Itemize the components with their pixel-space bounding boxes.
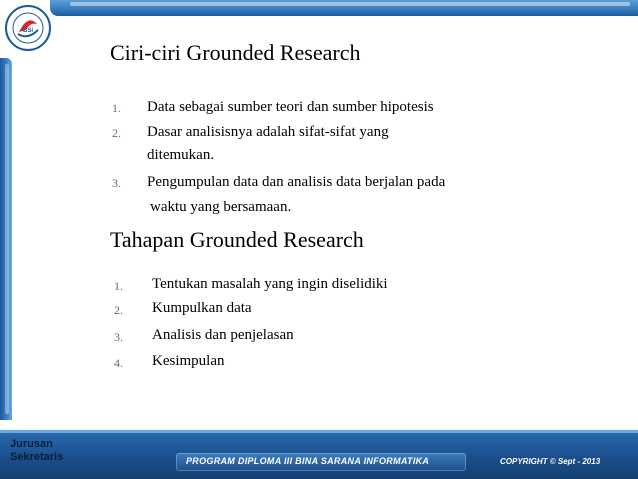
- footer-highlight: [0, 430, 638, 433]
- list-number: 3.: [114, 330, 123, 344]
- list-number: 3.: [112, 176, 121, 190]
- list-item: Pengumpulan data dan analisis data berjalan pada: [147, 174, 446, 190]
- list-number: 2.: [112, 126, 121, 140]
- list-item: Kesimpulan: [152, 353, 225, 369]
- list-number: 1.: [112, 101, 121, 115]
- list-number: 2.: [114, 303, 123, 317]
- bsi-logo: [4, 4, 52, 52]
- list-item: Dasar analisisnya adalah sifat-sifat yang: [147, 124, 389, 140]
- logo-initials: BSI: [22, 28, 34, 34]
- section-title-tahapan: Tahapan Grounded Research: [110, 227, 364, 252]
- list-item: Kumpulkan data: [152, 300, 252, 316]
- list-item: Analisis dan penjelasan: [152, 327, 294, 343]
- section-title-ciri: Ciri-ciri Grounded Research: [110, 40, 361, 65]
- list-number: 4.: [114, 356, 123, 370]
- list-number: 1.: [114, 279, 123, 293]
- left-frame-highlight: [5, 64, 9, 414]
- footer-department-line2: Sekretaris: [10, 451, 64, 463]
- list-item: Data sebagai sumber teori dan sumber hipotesis: [147, 99, 434, 115]
- footer-department-line1: Jurusan: [10, 438, 53, 450]
- footer-copyright: COPYRIGHT © Sept - 2013: [500, 457, 601, 466]
- list-item-continuation: ditemukan.: [147, 147, 215, 163]
- list-item: Tentukan masalah yang ingin diselidiki: [152, 276, 388, 292]
- list-item-continuation: waktu yang bersamaan.: [150, 199, 292, 215]
- footer-program-text: PROGRAM DIPLOMA III BINA SARANA INFORMATIKA: [186, 456, 430, 466]
- footer-department: [10, 438, 70, 464]
- top-frame-highlight: [70, 2, 630, 6]
